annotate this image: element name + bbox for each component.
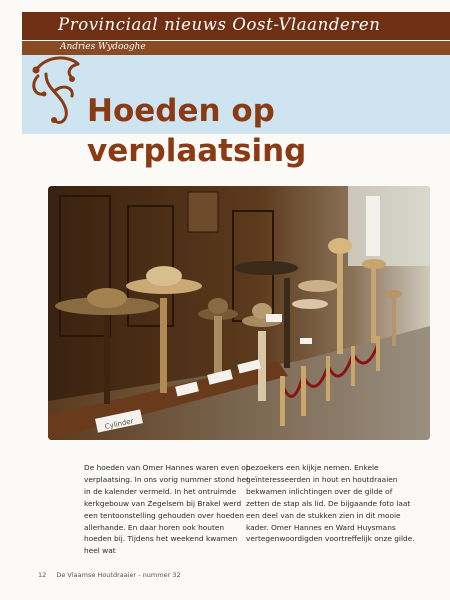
- church-interior-photo-illustration: [48, 186, 430, 440]
- publication-name: De Vlaamse Houtdraaier - nummer 32: [56, 571, 181, 579]
- article-body-right: bezoekers een kijkje nemen. Enkele geïnteresseerden in hout en houtdraaien bekwamen inlichtingen over de gilde of zetten de stap als lid. De bijgaande foto laat een deel van de stukken zien in dit mooie kader. Omer Hannes en Ward Huysmans vertegenwoordigden voortreffelijk onze gilde.: [246, 463, 415, 544]
- exhibition-photo: [48, 186, 430, 440]
- section-title: Provinciaal nieuws Oost-Vlaanderen: [58, 15, 381, 34]
- scroll-ornament-icon: [26, 50, 88, 130]
- headline-line-1: Hoeden op: [87, 93, 275, 129]
- author-name: Andries Wydooghe: [60, 42, 146, 52]
- article-headline: [87, 91, 327, 171]
- section-banner: [22, 12, 450, 40]
- page-number: 12: [38, 571, 47, 579]
- headline-line-2: verplaatsing: [87, 133, 307, 169]
- article-body-left: De hoeden van Omer Hannes waren even op verplaatsing. In ons vorig nummer stond het in de kalender vermeld. In het ontruimde kerkgebouw van Zegelsem bij Brakel werd een tentoonstelling gehouden over hoeden allerhande. En daar horen ook houten hoeden bij. Tijdens het weekend kwamen heel wat: [84, 463, 251, 556]
- page-footer: [38, 571, 181, 579]
- photo-card-label: Cylinder: [104, 417, 135, 431]
